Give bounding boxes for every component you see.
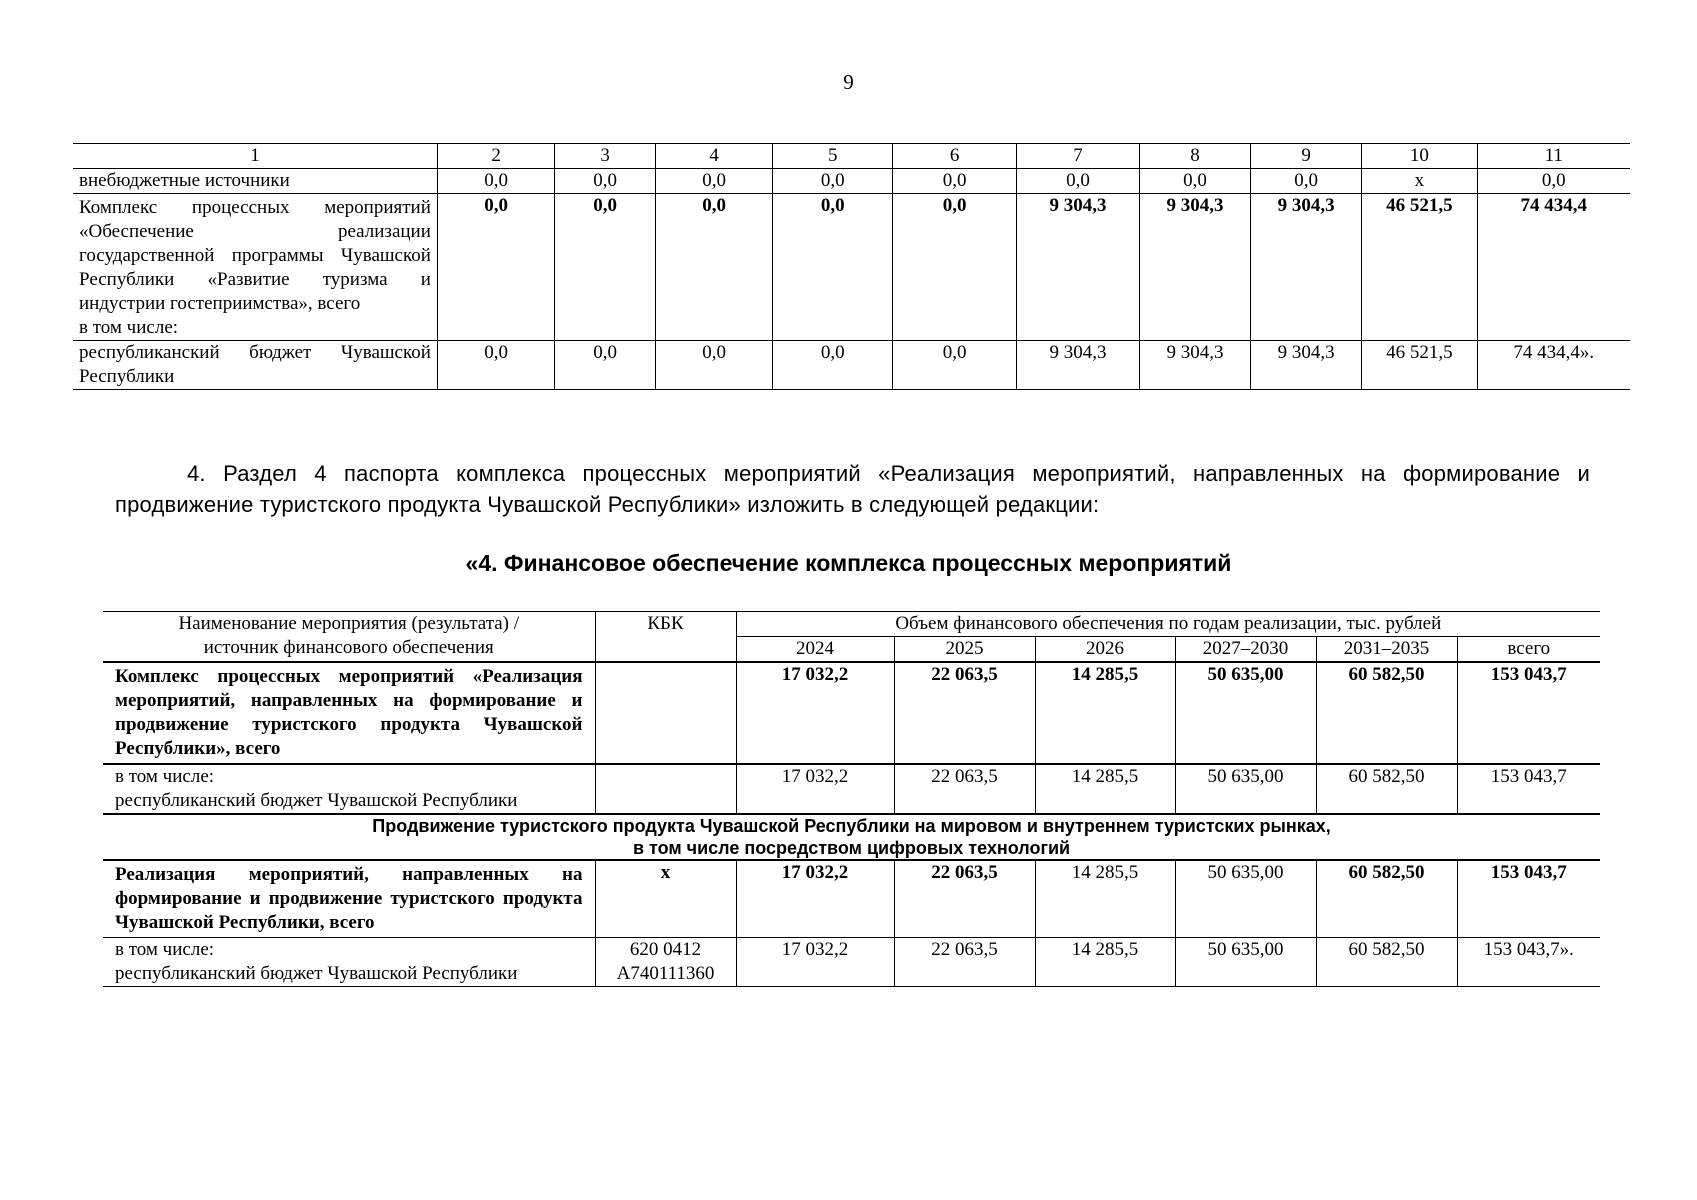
header-volume: Объем финансового обеспечения по годам реализации, тыс. рублей bbox=[736, 612, 1600, 637]
cell-value: х bbox=[1362, 169, 1477, 194]
cell-value: 9 304,3 bbox=[1017, 194, 1140, 341]
span-line-1: Продвижение туристского продукта Чувашской Республики на мировом и внутреннем туристских рынках, bbox=[372, 816, 1331, 836]
page-number: 9 bbox=[843, 70, 854, 94]
cell-value: 0,0 bbox=[437, 341, 555, 390]
cell-value: 9 304,3 bbox=[1139, 341, 1250, 390]
cell-value: 17 032,2 bbox=[736, 764, 894, 814]
cell-value: 153 043,7 bbox=[1457, 764, 1600, 814]
cell-value: 60 582,50 bbox=[1316, 860, 1457, 938]
col-number: 2 bbox=[437, 144, 555, 169]
col-number: 5 bbox=[773, 144, 893, 169]
row-label bbox=[73, 194, 437, 341]
cell-value: 74 434,4 bbox=[1477, 194, 1630, 341]
header-year: всего bbox=[1457, 637, 1600, 663]
cell-value: 22 063,5 bbox=[894, 662, 1035, 764]
cell-value: 50 635,00 bbox=[1175, 938, 1316, 987]
col-number: 6 bbox=[893, 144, 1017, 169]
row-label-text: республиканский бюджет Чувашской Республики bbox=[115, 963, 518, 984]
table-row bbox=[73, 194, 1630, 341]
cell-value: 0,0 bbox=[773, 169, 893, 194]
cell-value: 0,0 bbox=[893, 169, 1017, 194]
cell-value: 22 063,5 bbox=[894, 860, 1035, 938]
span-line-2: в том числе посредством цифровых технологий bbox=[632, 838, 1071, 858]
table-row bbox=[103, 860, 1600, 938]
cell-value: 60 582,50 bbox=[1316, 764, 1457, 814]
col-number: 10 bbox=[1362, 144, 1477, 169]
row-label: Комплекс процессных мероприятий «Реализация мероприятий, направленных на формирование и продвижение туристского продукта Чувашской Республики», всего bbox=[103, 662, 595, 764]
cell-value: 0,0 bbox=[555, 194, 655, 341]
financing-table bbox=[103, 611, 1600, 987]
table1-header-row bbox=[73, 144, 1630, 169]
cell-value: 17 032,2 bbox=[736, 860, 894, 938]
header-name: Наименование мероприятия (результата) / источник финансового обеспечения bbox=[103, 612, 595, 663]
cell-value: 0,0 bbox=[1477, 169, 1630, 194]
cell-value: 0,0 bbox=[773, 341, 893, 390]
cell-value: 0,0 bbox=[655, 194, 773, 341]
row-label: Реализация мероприятий, направленных на формирование и продвижение туристского продукта Чувашской Республики, всего bbox=[103, 860, 595, 938]
row-label bbox=[103, 764, 595, 814]
cell-value: 0,0 bbox=[555, 341, 655, 390]
header-year: 2025 bbox=[894, 637, 1035, 663]
cell-value: 0,0 bbox=[437, 169, 555, 194]
table-row bbox=[103, 764, 1600, 814]
table2-header-row bbox=[103, 612, 1600, 637]
cell-value: 0,0 bbox=[1017, 169, 1140, 194]
row-label-sub: в том числе: bbox=[115, 766, 215, 787]
col-number: 3 bbox=[555, 144, 655, 169]
cell-value: 50 635,00 bbox=[1175, 860, 1316, 938]
cell-value: 22 063,5 bbox=[894, 938, 1035, 987]
col-number: 11 bbox=[1477, 144, 1630, 169]
row-label: внебюджетные источники bbox=[73, 169, 437, 194]
table-row bbox=[103, 662, 1600, 764]
header-year: 2031–2035 bbox=[1316, 637, 1457, 663]
cell-value: 0,0 bbox=[893, 341, 1017, 390]
cell-value: 14 285,5 bbox=[1035, 764, 1175, 814]
cell-value: 0,0 bbox=[1251, 169, 1362, 194]
table-row bbox=[73, 169, 1630, 194]
cell-value: 46 521,5 bbox=[1362, 194, 1477, 341]
cell-value: 17 032,2 bbox=[736, 938, 894, 987]
cell-value: 9 304,3 bbox=[1017, 341, 1140, 390]
row-label-bold: Комплекс процессных мероприятий «Обеспечение реализации государственной программы Чувашской Республики «Развитие туризма и индустрии гостеприимства», всего bbox=[79, 197, 431, 314]
row-label-sub: в том числе: bbox=[115, 939, 215, 960]
cell-kbk bbox=[595, 764, 736, 814]
cell-value: 50 635,00 bbox=[1175, 662, 1316, 764]
cell-value: 22 063,5 bbox=[894, 764, 1035, 814]
cell-value: 9 304,3 bbox=[1139, 194, 1250, 341]
cell-value: 60 582,50 bbox=[1316, 662, 1457, 764]
cell-value: 14 285,5 bbox=[1035, 860, 1175, 938]
cell-value: 46 521,5 bbox=[1362, 341, 1477, 390]
cell-value: 0,0 bbox=[555, 169, 655, 194]
cell-value: 153 043,7 bbox=[1457, 860, 1600, 938]
col-number: 8 bbox=[1139, 144, 1250, 169]
col-number: 7 bbox=[1017, 144, 1140, 169]
cell-value: 74 434,4». bbox=[1477, 341, 1630, 390]
cell-value: 9 304,3 bbox=[1251, 341, 1362, 390]
row-label: республиканский бюджет Чувашской Республики bbox=[73, 341, 437, 390]
table-row bbox=[73, 341, 1630, 390]
row-label-text: республиканский бюджет Чувашской Республики bbox=[115, 790, 518, 811]
header-year: 2026 bbox=[1035, 637, 1175, 663]
cell-value: 17 032,2 bbox=[736, 662, 894, 764]
table-row bbox=[103, 938, 1600, 987]
section-title: «4. Финансовое обеспечение комплекса процессных мероприятий bbox=[465, 550, 1232, 576]
cell-value: 0,0 bbox=[655, 169, 773, 194]
cell-value: 14 285,5 bbox=[1035, 662, 1175, 764]
cell-value: 0,0 bbox=[893, 194, 1017, 341]
cell-value: 0,0 bbox=[1139, 169, 1250, 194]
cell-kbk: х bbox=[595, 860, 736, 938]
header-year: 2027–2030 bbox=[1175, 637, 1316, 663]
amendment-paragraph: 4. Раздел 4 паспорта комплекса процессных мероприятий «Реализация мероприятий, направленных на формирование и продвижение туристского продукта Чувашской Республики» изложить в следующей редакции: bbox=[115, 461, 1590, 517]
cell-value: 0,0 bbox=[437, 194, 555, 341]
cell-value: 14 285,5 bbox=[1035, 938, 1175, 987]
cell-value: 0,0 bbox=[773, 194, 893, 341]
cell-value: 9 304,3 bbox=[1251, 194, 1362, 341]
section-span-heading bbox=[103, 814, 1600, 860]
col-number: 4 bbox=[655, 144, 773, 169]
cell-value: 0,0 bbox=[655, 341, 773, 390]
cell-kbk: 620 0412 А740111360 bbox=[595, 938, 736, 987]
header-year: 2024 bbox=[736, 637, 894, 663]
cell-value: 50 635,00 bbox=[1175, 764, 1316, 814]
cell-value: 60 582,50 bbox=[1316, 938, 1457, 987]
header-kbk: КБК bbox=[595, 612, 736, 663]
col-number: 1 bbox=[73, 144, 437, 169]
row-label bbox=[103, 938, 595, 987]
row-label-sub: в том числе: bbox=[79, 317, 179, 338]
budget-table-continuation bbox=[73, 143, 1630, 390]
col-number: 9 bbox=[1251, 144, 1362, 169]
cell-kbk bbox=[595, 662, 736, 764]
cell-value: 153 043,7». bbox=[1457, 938, 1600, 987]
section-span-row bbox=[103, 814, 1600, 860]
cell-value: 153 043,7 bbox=[1457, 662, 1600, 764]
